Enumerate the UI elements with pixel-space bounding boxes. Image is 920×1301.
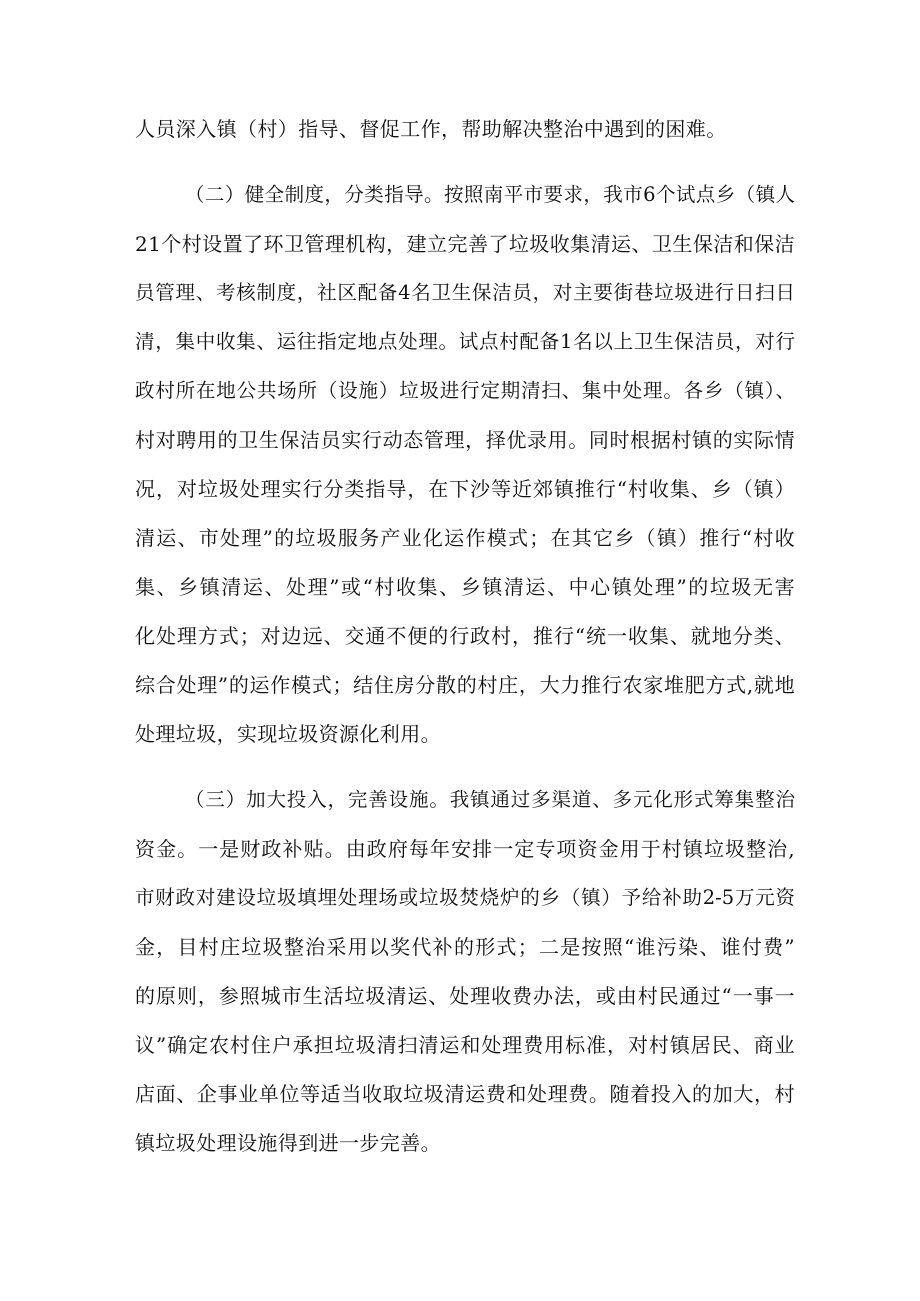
paragraph-2-line-12: 处理垃圾，实现垃圾资源化利用。 bbox=[135, 722, 441, 746]
paragraph-2-line-3: 员管理、考核制度，社区配备4名卫生保洁员，对主要街巷垃圾进行日扫日 bbox=[135, 281, 795, 304]
paragraph-2-line-6: 村对聘用的卫生保洁员实行动态管理，择优录用。同时根据村镇的实际情 bbox=[135, 428, 795, 452]
paragraph-1-line-1: 人员深入镇（村）指导、督促工作，帮助解决整治中遇到的困难。 bbox=[135, 117, 727, 141]
paragraph-2-line-2: 21个村设置了环卫管理机构，建立完善了垃圾收集清运、卫生保洁和保洁 bbox=[135, 232, 795, 256]
paragraph-3-line-8: 镇垃圾处理设施得到进一步完善。 bbox=[135, 1131, 441, 1155]
paragraph-2-line-9: 集、乡镇清运、处理”或“村收集、乡镇清运、中心镇处理”的垃圾无害 bbox=[135, 575, 795, 599]
paragraph-3-line-6: 议”确定农村住户承担垃圾清扫清运和处理费用标准，对村镇居民、商业 bbox=[135, 1033, 795, 1057]
paragraph-2-line-8: 清运、市处理”的垃圾服务产业化运作模式；在其它乡（镇）推行“村收 bbox=[135, 526, 795, 550]
paragraph-2-line-10: 化处理方式；对边远、交通不便的行政村，推行“统一收集、就地分类、 bbox=[135, 624, 795, 648]
paragraph-3-line-5: 的原则，参照城市生活垃圾清运、处理收费办法，或由村民通过“一事一 bbox=[135, 984, 795, 1008]
paragraph-2-line-7: 况，对垃圾处理实行分类指导，在下沙等近郊镇推行“村收集、乡（镇） bbox=[135, 477, 795, 501]
paragraph-3-line-3: 市财政对建设垃圾填埋处理场或垃圾焚烧炉的乡（镇）予给补助2-5万元资 bbox=[135, 886, 795, 909]
paragraph-3-line-4: 金，目村庄垃圾整治采用以奖代补的形式；二是按照“谁污染、谁付费” bbox=[135, 935, 795, 959]
paragraph-2-line-5: 政村所在地公共场所（设施）垃圾进行定期清扫、集中处理。各乡（镇）、 bbox=[135, 379, 795, 402]
paragraph-3-line-1: （三）加大投入，完善设施。我镇通过多渠道、多元化形式筹集整治 bbox=[185, 788, 795, 811]
paragraph-2-line-4: 清，集中收集、运往指定地点处理。试点村配备1名以上卫生保洁员，对行 bbox=[135, 330, 795, 353]
paragraph-3-line-2: 资金。一是财政补贴。由政府每年安排一定专项资金用于村镇垃圾整治, bbox=[135, 837, 795, 861]
paragraph-3-line-7: 店面、企事业单位等适当收取垃圾清运费和处理费。随着投入的加大，村 bbox=[135, 1082, 795, 1106]
paragraph-2-line-1: （二）健全制度，分类指导。按照南平市要求，我市6个试点乡（镇人 bbox=[185, 183, 795, 206]
paragraph-2-line-11: 综合处理”的运作模式；结住房分散的村庄，大力推行农家堆肥方式,就地 bbox=[135, 673, 795, 697]
